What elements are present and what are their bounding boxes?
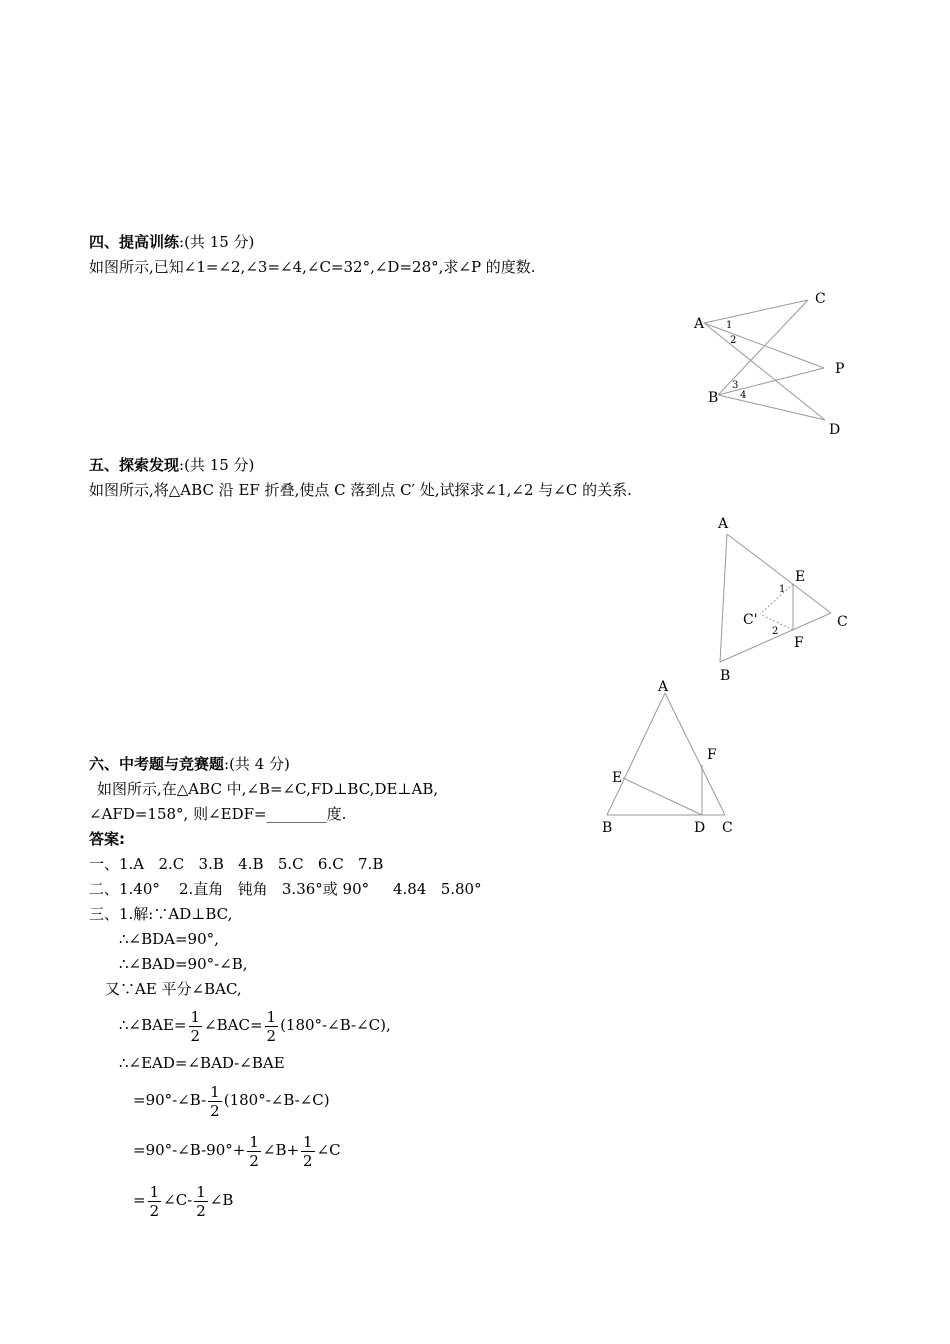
section6-score: :(共 4 分) [224,755,290,773]
fraction-half [247,1133,261,1170]
row9-text-b: (180°-∠B-∠C) [223,1091,330,1109]
figure-triangle-def [595,675,755,840]
answers-row5: ∴∠BAD=90°-∠B, [119,955,248,973]
label-c-prime: C' [743,612,758,628]
fraction-numerator: 1 [149,1182,160,1201]
angle-1: 1 [726,320,733,331]
line-a-p [704,323,824,368]
section5-title: 五、探索发现 [89,456,180,474]
section4-score: :(共 15 分) [179,233,255,251]
section4-heading [89,232,254,252]
label-b: B [708,390,719,406]
section6-line1: 如图所示,在△ABC 中,∠B=∠C,FD⊥BC,DE⊥AB, [97,780,439,798]
fraction-denominator: 2 [190,1026,201,1045]
label-c: C [722,820,733,836]
fraction-numerator: 1 [210,1082,220,1101]
label-e: E [612,770,623,786]
answers-title: 答案: [89,830,125,848]
row11-text-c: ∠B [209,1191,234,1209]
row7-text-a: ∴∠BAE= [119,1016,187,1034]
angle-3: 3 [732,380,739,391]
label-e: E [795,569,806,585]
section5-problem: 如图所示,将△ABC 沿 EF 折叠,使点 C 落到点 C′ 处,试探求∠1,∠2 与∠C 的关系. [89,481,632,499]
section6-heading [89,754,290,774]
label-p: P [835,361,845,377]
section4-title: 四、提高训练 [89,233,180,251]
answers-row3: 三、1.解:∵AD⊥BC, [89,905,233,923]
section6-title: 六、中考题与竞赛题 [89,755,225,773]
fraction-denominator: 2 [210,1101,220,1120]
fraction-half [265,1008,279,1045]
answers-row2: 二、1.40° 2.直角 钝角 3.36°或 90° 4.84 5.80° [89,880,482,898]
answers-row4: ∴∠BDA=90°, [119,930,219,948]
label-d: D [694,820,706,836]
fraction-half [301,1133,315,1170]
row11-text-a: = [133,1191,146,1209]
answers-row6: 又∵AE 平分∠BAC, [105,980,242,998]
section5-heading [89,455,254,475]
side-ac [727,534,831,613]
fold-e-cprime [760,584,793,614]
row10-text-a: =90°-∠B-90°+ [133,1141,246,1159]
answers-row1: 一、1.A 2.C 3.B 4.B 5.C 6.C 7.B [89,855,384,873]
answers-row9 [133,1080,330,1120]
row9-text-a: =90°-∠B- [133,1091,207,1109]
segment-de [623,778,702,815]
label-a: A [658,679,669,695]
label-f: F [707,747,717,763]
angle-4: 4 [740,390,747,401]
row10-text-b: ∠B+ [262,1141,300,1159]
answers-row10 [133,1130,341,1170]
fraction-numerator: 1 [266,1007,277,1026]
answers-row7 [119,1005,391,1045]
fraction-denominator: 2 [266,1026,277,1045]
answers-row11 [133,1180,233,1220]
fraction-half [208,1083,222,1120]
section4-problem: 如图所示,已知∠1=∠2,∠3=∠4,∠C=32°,∠D=28°,求∠P 的度数. [89,258,536,276]
answers-row8: ∴∠EAD=∠BAD-∠BAE [119,1054,285,1072]
fraction-half [148,1183,162,1220]
side-ab [607,693,665,815]
angle-2: 2 [730,335,737,346]
row11-text-b: ∠C- [163,1191,193,1209]
line-a-c [704,300,808,323]
fraction-half [189,1008,203,1045]
figure-angles-p [690,288,870,438]
fraction-numerator: 1 [190,1007,201,1026]
fraction-numerator: 1 [249,1132,259,1151]
label-b: B [720,668,731,684]
label-c: C [837,614,848,630]
fraction-denominator: 2 [303,1151,313,1170]
section6-line2: ∠AFD=158°, 则∠EDF=________度. [89,805,347,823]
label-a: A [718,516,729,532]
label-f: F [794,635,804,651]
side-bc [720,613,831,662]
angle-1: 1 [779,584,786,595]
side-ab [720,534,727,662]
fraction-numerator: 1 [303,1132,313,1151]
fraction-denominator: 2 [196,1201,206,1220]
angle-2: 2 [772,626,779,637]
fraction-numerator: 1 [196,1182,206,1201]
label-d: D [829,422,841,438]
label-b: B [602,820,613,836]
row10-text-c: ∠C [316,1141,341,1159]
row7-text-c: (180°-∠B-∠C), [280,1016,391,1034]
section5-score: :(共 15 分) [179,456,255,474]
label-c: C [815,291,826,307]
fraction-half [194,1183,208,1220]
fraction-denominator: 2 [149,1201,160,1220]
row7-text-b: ∠BAC= [204,1016,263,1034]
figure-fold-triangle [705,512,865,687]
label-a: A [694,316,705,332]
fraction-denominator: 2 [249,1151,259,1170]
